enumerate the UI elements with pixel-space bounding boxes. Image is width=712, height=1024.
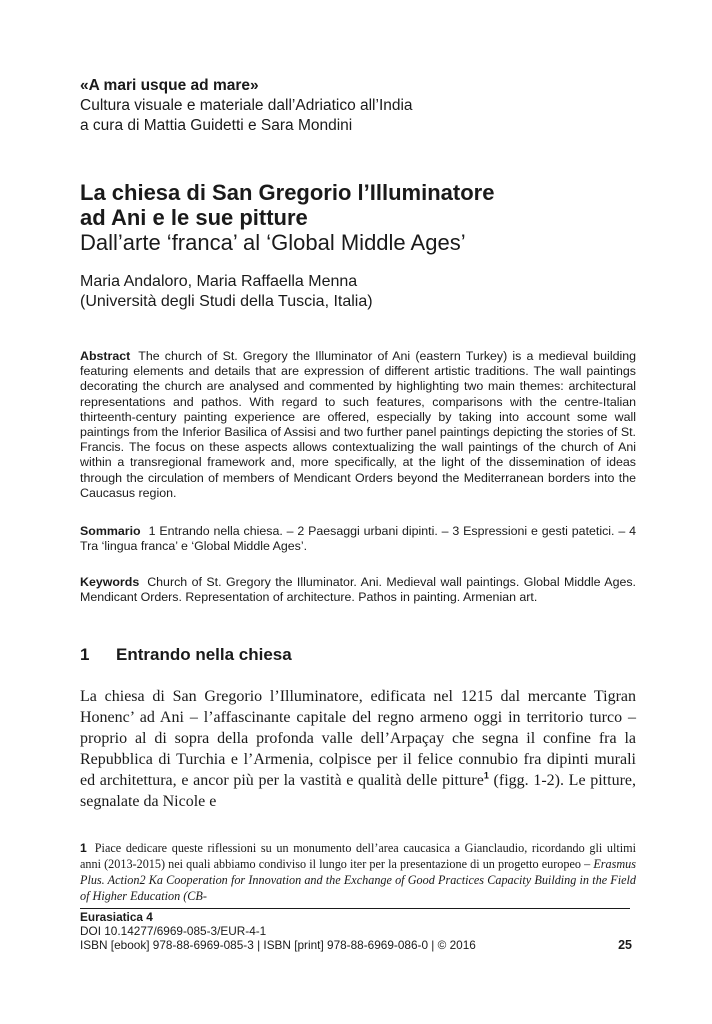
journal-name: Eurasiatica 4: [80, 910, 153, 924]
footnote-text: Piace dedicare queste riflessioni su un monumento dell’area caucasica a Gianclaudio, ricordando gli ultimi anni (2013-2015) nei quali abbiamo condiviso il lungo iter per la presentazione di un progetto europeo –: [80, 841, 636, 871]
series-subtitle: Cultura visuale e materiale dall’Adriatico all’India: [80, 97, 413, 114]
article-title-line1: La chiesa di San Gregorio l’Illuminatore: [80, 180, 495, 205]
isbn: ISBN [ebook] 978-88-6969-085-3 | ISBN [print] 978-88-6969-086-0 | © 2016: [80, 938, 476, 952]
article-affiliation: (Università degli Studi della Tuscia, Italia): [80, 293, 373, 310]
series-header: [80, 76, 640, 136]
series-editors: a cura di Mattia Guidetti e Sara Mondini: [80, 117, 353, 134]
footnote-number: 1: [80, 841, 87, 855]
article-title-line2: ad Ani e le sue pitture: [80, 205, 308, 230]
article-subtitle: Dall’arte ‘franca’ al ‘Global Middle Ages’: [80, 230, 466, 255]
article-header: [80, 180, 660, 312]
abstract-label: Abstract: [80, 349, 131, 363]
doi: DOI 10.14277/6969-085-3/EUR-4-1: [80, 924, 267, 938]
footer-divider: [80, 908, 630, 909]
abstract-text: The church of St. Gregory the Illuminator of Ani (eastern Turkey) is a medieval building featuring elements and details that are expression of different artistic traditions. The wall paintings decorating the church are analysed and commented by highlighting two main themes: architectural representations and pathos. With regard to such features, comparisons with the centre-Italian thirteenth-century painting experience are offered, especially by taking into account some wall paintings from the Inferior Basilica of Assisi and two further panel paintings depicting the stories of St. Francis. The focus on these aspects allows contextualizing the wall paintings of the church of Ani within a transregional framework and, more specifically, at the light of the dissemination of ideas through the circulation of members of Mendicant Orders beyond the Mediterranean borders into the Caucasus region.: [80, 349, 636, 500]
section-number: 1: [80, 645, 90, 664]
keywords-block: [80, 575, 636, 605]
footnote-ref[interactable]: 1: [483, 770, 489, 781]
series-title: «A mari usque ad mare»: [80, 77, 259, 94]
sommario-block: [80, 524, 636, 554]
sommario-label: Sommario: [80, 524, 141, 538]
sommario-text: 1 Entrando nella chiesa. – 2 Paesaggi urbani dipinti. – 3 Espressioni e gesti patetici. – 4 Tra ‘lingua franca’ e ‘Global Middle Ages’.: [80, 524, 636, 554]
body-text-part1: La chiesa di San Gregorio l’Illuminatore, edificata nel 1215 dal mercante Tigran Honenc’ ad Ani – l’affascinante capitale del regno armeno oggi in territorio turco – proprio al di sopra della profonda valle dell’Arpaçay che segna il confine fra la Repubblica di Turchia e l’Armenia, colpisce per il felice connubio fra dipinti murali ed architettura, e ancor più per la vastità e qualità delle pitture: [80, 688, 636, 789]
footnote-italic-text: Erasmus Plus. Action2 Ka Cooperation for Innovation and the Exchange of Good Practices Capacity Building in the Field of Higher Education (CB-: [80, 857, 636, 903]
footnote: [80, 840, 636, 904]
abstract-block: [80, 349, 636, 501]
keywords-label: Keywords: [80, 575, 140, 589]
page-footer: [80, 910, 632, 952]
body-text-part2: (figg. 1-2). Le pitture, segnalate da Nicole e: [80, 772, 636, 810]
article-authors: Maria Andaloro, Maria Raffaella Menna: [80, 273, 358, 290]
keywords-text: Church of St. Gregory the Illuminator. Ani. Medieval wall paintings. Global Middle Ages. Mendicant Orders. Representation of architecture. Pathos in painting. Armenian art.: [80, 575, 636, 605]
section-heading: [80, 645, 292, 665]
section-title: Entrando nella chiesa: [116, 645, 292, 664]
body-paragraph: [80, 686, 636, 812]
page-number: 25: [618, 938, 632, 952]
